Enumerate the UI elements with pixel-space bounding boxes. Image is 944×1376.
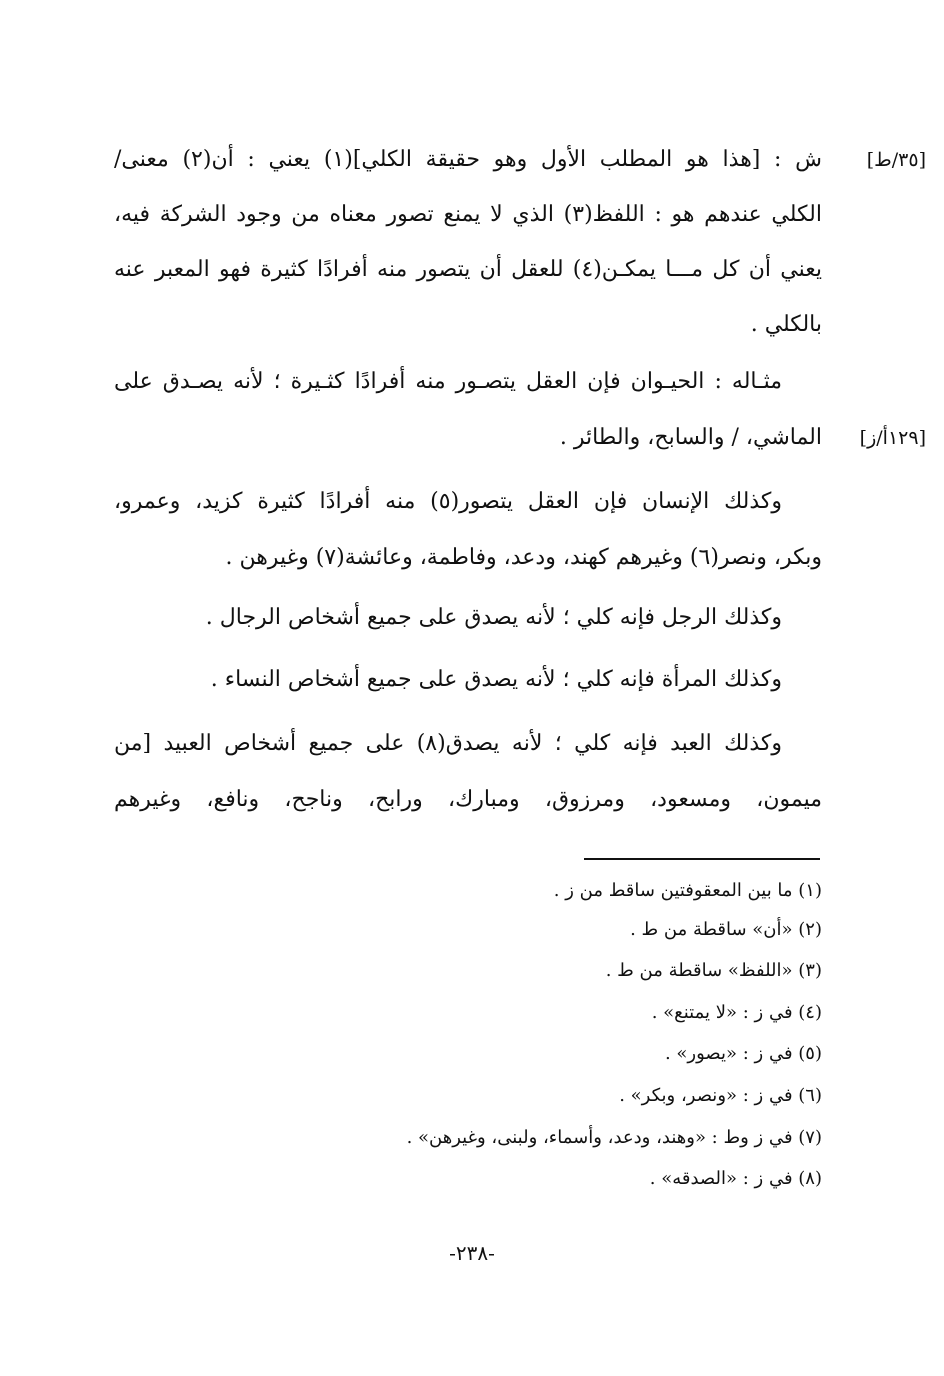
text-line-12: ميمون، ومسعود، ومرزوق، ومبارك، ورابح، وناجح، ونافع، وغيرهم: [114, 787, 822, 812]
text-line-4: بالكلي .: [750, 312, 822, 337]
text-line-7: وكذلك الإنسان فإن العقل يتصور(٥) منه أفرادًا كثيرة كزيد، وعمرو،: [114, 489, 782, 514]
text-line-9: وكذلك الرجل فإنه كلي ؛ لأنه يصدق على جميع أشخاص الرجال .: [205, 605, 782, 630]
text-line-11: وكذلك العبد فإنه كلي ؛ لأنه يصدق(٨) على جميع أشخاص العبيد [من: [114, 731, 782, 756]
footnote-8: (٨) في ز : «الصدقه» .: [649, 1168, 822, 1189]
margin-reference-zay: [١٢٩أ/ز]: [859, 427, 926, 449]
page-number: -٢٣٨-: [449, 1241, 495, 1265]
footnote-7: (٧) في ز وط : «وهند، ودعد، وأسماء، ولبنى، وغيرهن» .: [406, 1127, 822, 1148]
text-line-1: ش : [هذا هو المطلب الأول وهو حقيقة الكلي](١) يعني : أن(٢) معنى/: [114, 147, 822, 172]
footnote-5: (٥) في ز : «يصور» .: [664, 1043, 822, 1064]
text-line-10: وكذلك المرأة فإنه كلي ؛ لأنه يصدق على جميع أشخاص النساء .: [210, 667, 782, 692]
text-line-6: الماشي، / والسابح، والطائر .: [559, 425, 822, 450]
footnote-6: (٦) في ز : «ونصر، وبكر» .: [619, 1085, 822, 1106]
margin-reference-taa: [٣٥/ط]: [866, 149, 926, 171]
footnote-2: (٢) «أن» ساقطة من ط .: [630, 919, 822, 940]
text-line-2: الكلي عندهم هو : اللفظ(٣) الذي لا يمنع تصور معناه من وجود الشركة فيه،: [114, 202, 822, 227]
footnote-4: (٤) في ز : «لا يمتنع» .: [651, 1002, 822, 1023]
footnote-3: (٣) «اللفظ» ساقطة من ط .: [605, 960, 822, 981]
footnote-separator: [584, 858, 820, 860]
text-line-3: يعني أن كل مـــا يمكـن(٤) للعقل أن يتصور منه أفرادًا كثيرة فهو المعبر عنه: [114, 257, 822, 282]
text-line-8: وبكر، ونصر(٦) وغيرهم كهند، ودعد، وفاطمة، وعائشة(٧) وغيرهن .: [225, 545, 822, 570]
footnote-1: (١) ما بين المعقوفتين ساقط من ز .: [553, 880, 822, 901]
text-line-5: مثـاله : الحيـوان فإن العقل يتصـور منه أفرادًا كثـيرة ؛ لأنه يصـدق على: [114, 369, 782, 394]
